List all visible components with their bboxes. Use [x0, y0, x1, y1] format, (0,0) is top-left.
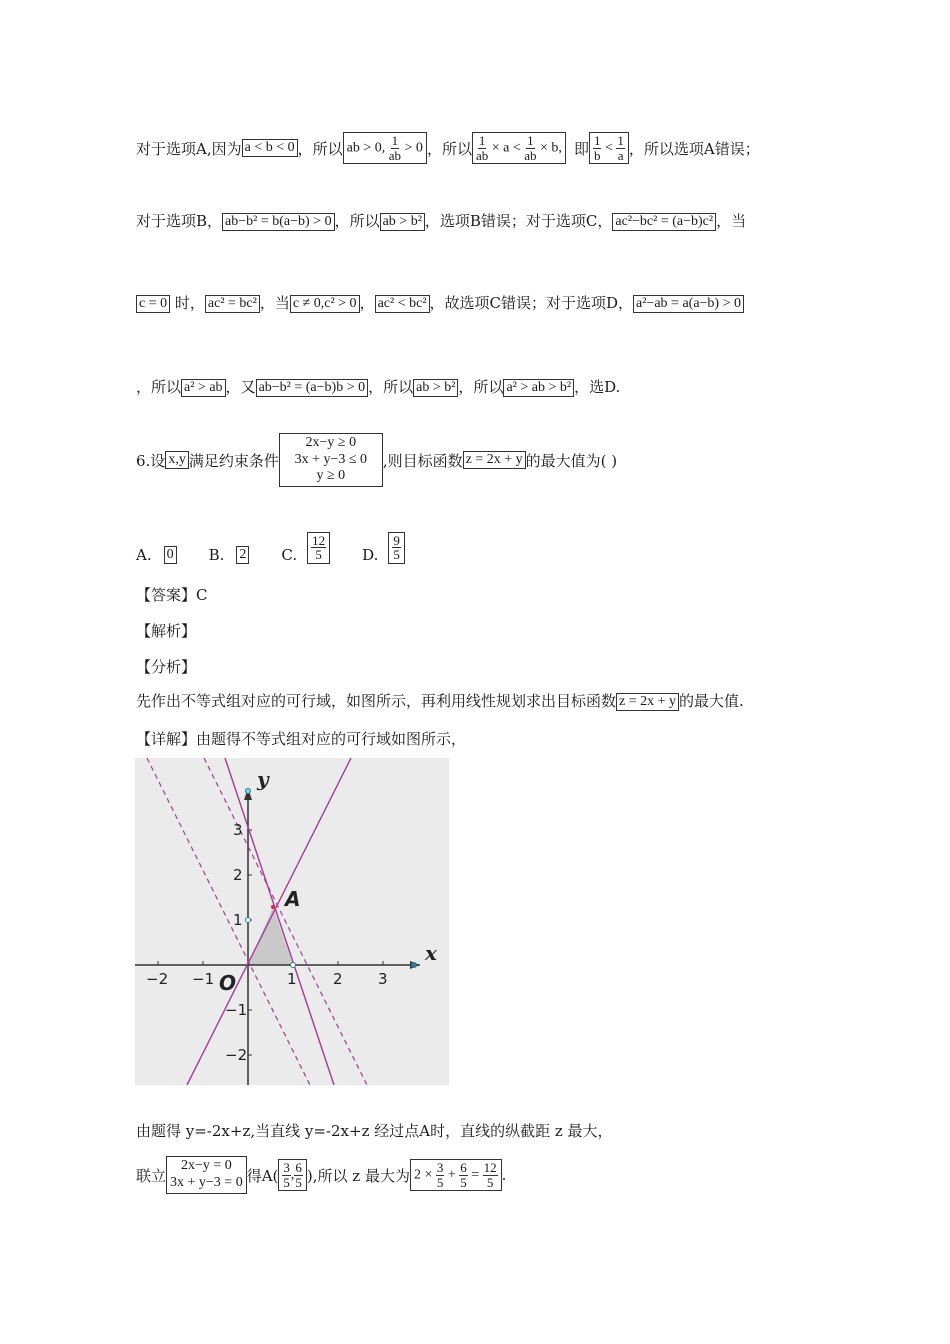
text: 对于选项B， — [136, 212, 223, 230]
x-axis-label: x — [425, 941, 437, 965]
question-6 — [136, 432, 617, 488]
answer: 【答案】C — [136, 586, 208, 604]
math-objective: z = 2x + y — [463, 451, 526, 469]
text: 的最大值为( ) — [525, 451, 618, 470]
text: ，所以 — [426, 139, 472, 158]
para-option-b — [136, 210, 746, 231]
option-c-value: $\frac{12}{5}$ — [307, 532, 330, 564]
text: 先作出不等式组对应的可行域，如图所示，再利用线性规划求出目标函数 — [136, 692, 617, 710]
text: ，所以 — [368, 378, 414, 396]
point-x1 — [291, 963, 296, 968]
math: ab−b² = b(a−b) > 0 — [222, 213, 335, 231]
detail-text: 【详解】由题得不等式组对应的可行域如图所示， — [136, 730, 467, 748]
math: a² > ab > b² — [503, 379, 574, 397]
options — [136, 518, 405, 564]
math: ac² < bc² — [375, 295, 430, 313]
equation-system: 2x−y = 0 3x + y−3 = 0 — [166, 1156, 247, 1194]
text: ，又 — [225, 378, 256, 396]
math-ab-positive: ab > 0, $\frac{1}{ab}$ > 0 — [343, 132, 427, 164]
text: ),所以 z 最大为 — [306, 1166, 410, 1185]
text: 满足约束条件 — [188, 451, 279, 470]
fenxi-text — [136, 690, 744, 711]
after-figure-text: 由题得 y=-2x+z,当直线 y=-2x+z 经过点A时，直线的纵截距 z 最大， — [136, 1122, 613, 1140]
origin-label: O — [219, 971, 237, 995]
math: ab−b² = (a−b)b > 0 — [256, 379, 369, 397]
math: a²−ab = a(a−b) > 0 — [633, 295, 744, 313]
x-tick: 1 — [287, 970, 297, 988]
point-a-coords: $\frac{3}{5}$ , $\frac{6}{5}$ — [278, 1159, 307, 1191]
text: ，故选项C错误；对于选项D， — [429, 294, 634, 312]
text: ，当 — [716, 212, 747, 230]
para-option-d — [136, 376, 620, 397]
point-y1 — [246, 918, 251, 923]
fenxi-heading: 【分析】 — [136, 658, 197, 676]
point-y-top — [246, 789, 251, 794]
math: ab > b² — [380, 213, 425, 231]
text: ，选D. — [574, 378, 621, 396]
point-a — [271, 905, 275, 909]
y-tick: 3 — [233, 821, 243, 839]
math: ac² = bc² — [205, 295, 260, 313]
analysis-heading: 【解析】 — [136, 622, 197, 640]
math-a-lt-b-lt-0: a < b < 0 — [242, 139, 298, 157]
math: c ≠ 0,c² > 0 — [290, 295, 360, 313]
text: ，所以选项A错误； — [628, 139, 760, 158]
option-b-label: B. — [208, 546, 225, 564]
text: ,则目标函数 — [382, 451, 463, 470]
text: . — [501, 1166, 507, 1184]
max-z-expression: 2 × $\frac{3}{5}$ + $\frac{6}{5}$ = $\frac{12}{5}$ — [410, 1159, 502, 1191]
math-vars: x,y — [165, 451, 189, 469]
option-c-label: C. — [281, 546, 298, 564]
option-d-label: D. — [362, 546, 379, 564]
y-tick: −2 — [225, 1046, 248, 1064]
text: ，所以 — [334, 212, 380, 230]
option-a-value: 0 — [164, 546, 177, 564]
option-a-label: A. — [136, 546, 152, 564]
math: z = 2x + y — [616, 693, 679, 711]
text: 时， — [170, 294, 205, 312]
text: ，所以 — [297, 139, 343, 158]
math-reciprocal: $\frac{1}{b}$ < $\frac{1}{a}$ — [589, 132, 629, 164]
text: 联立 — [136, 1166, 167, 1185]
constraint-system: 2x−y ≥ 0 3x + y−3 ≤ 0 y ≥ 0 — [279, 433, 383, 487]
option-d-value: $\frac{9}{5}$ — [388, 532, 405, 564]
x-tick: 2 — [333, 970, 343, 988]
math: ab > b² — [413, 379, 458, 397]
text: ，选项B错误；对于选项C， — [424, 212, 613, 230]
text: 即 — [573, 139, 589, 158]
point-x-end — [411, 962, 417, 968]
text: 对于选项A,因为 — [136, 139, 242, 158]
y-tick: −1 — [225, 1001, 248, 1019]
x-tick: 3 — [378, 970, 388, 988]
text: 得A( — [246, 1166, 279, 1185]
option-b-value: 2 — [236, 546, 249, 564]
y-tick: 1 — [233, 911, 243, 929]
para-option-a — [136, 126, 760, 170]
para-option-c — [136, 292, 744, 313]
y-axis-label: y — [257, 767, 269, 791]
text: ，当 — [259, 294, 290, 312]
feasible-region-figure — [135, 758, 449, 1085]
x-tick: −1 — [192, 970, 215, 988]
point-a-label: A — [285, 887, 301, 911]
text: ， — [359, 294, 375, 312]
math: a² > ab — [181, 379, 226, 397]
text: ，所以 — [458, 378, 504, 396]
text: 的最大值. — [679, 692, 744, 710]
text: 6.设 — [136, 451, 166, 470]
x-tick: −2 — [146, 970, 169, 988]
figure-background — [135, 758, 449, 1085]
math: c = 0 — [136, 295, 170, 313]
math: ac²−bc² = (a−b)c² — [612, 213, 716, 231]
final-solution — [136, 1152, 506, 1198]
text: ，所以 — [136, 378, 182, 396]
math-multiply: $\frac{1}{ab}$ × a < $\frac{1}{ab}$ × b, — [472, 132, 566, 164]
y-tick: 2 — [233, 866, 243, 884]
